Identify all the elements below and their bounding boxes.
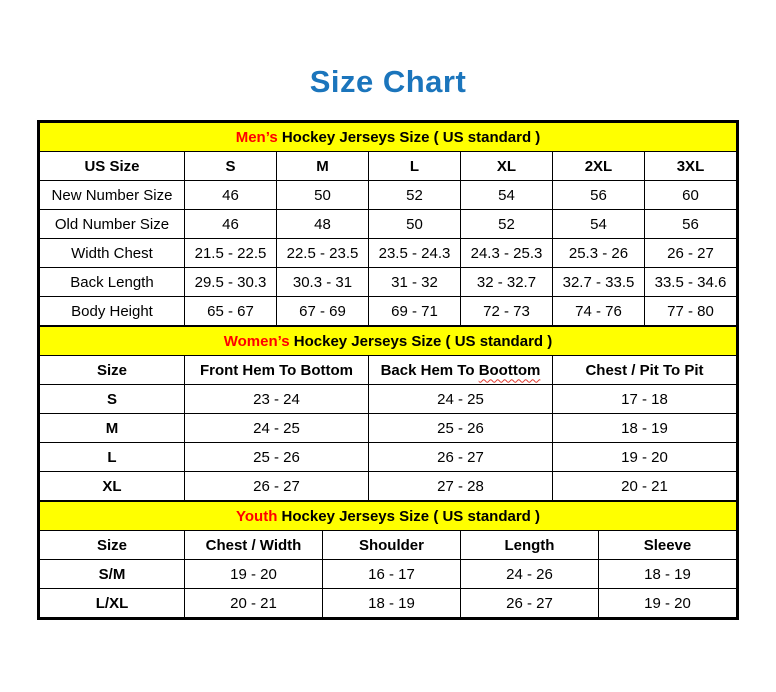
mens-table-row xyxy=(40,210,737,239)
youth-column-header: Length xyxy=(460,531,598,560)
mens-value-cell: 48 xyxy=(276,210,368,239)
womens-table-row xyxy=(40,414,737,443)
womens-value-cell: 20 - 21 xyxy=(552,472,736,501)
mens-value-cell: 46 xyxy=(184,210,276,239)
womens-column-header: Chest / Pit To Pit xyxy=(552,356,736,385)
mens-column-header-row xyxy=(40,152,737,181)
womens-section-header: Women’s Hockey Jerseys Size ( US standard ) xyxy=(40,327,737,356)
mens-row-label: Back Length xyxy=(40,268,185,297)
mens-column-header: L xyxy=(368,152,460,181)
womens-section-header-row xyxy=(40,327,737,356)
mens-row-label: Body Height xyxy=(40,297,185,326)
mens-row-label: New Number Size xyxy=(40,181,185,210)
womens-table-row xyxy=(40,472,737,501)
mens-value-cell: 32.7 - 33.5 xyxy=(552,268,644,297)
womens-value-cell: 25 - 26 xyxy=(184,443,368,472)
size-chart xyxy=(37,120,739,620)
youth-table-row xyxy=(40,589,737,618)
mens-value-cell: 26 - 27 xyxy=(644,239,736,268)
womens-value-cell: 24 - 25 xyxy=(368,385,552,414)
mens-value-cell: 74 - 76 xyxy=(552,297,644,326)
womens-table-row xyxy=(40,443,737,472)
page-title: Size Chart xyxy=(309,64,467,99)
womens-table-row xyxy=(40,385,737,414)
womens-value-cell: 27 - 28 xyxy=(368,472,552,501)
youth-value-cell: 19 - 20 xyxy=(184,560,322,589)
mens-table-row xyxy=(40,297,737,326)
womens-value-cell: 24 - 25 xyxy=(184,414,368,443)
mens-value-cell: 56 xyxy=(644,210,736,239)
mens-size-table xyxy=(39,122,737,326)
mens-value-cell: 60 xyxy=(644,181,736,210)
womens-value-cell: 26 - 27 xyxy=(368,443,552,472)
mens-value-cell: 31 - 32 xyxy=(368,268,460,297)
mens-value-cell: 46 xyxy=(184,181,276,210)
mens-row-label: Old Number Size xyxy=(40,210,185,239)
womens-row-label: S xyxy=(40,385,185,414)
womens-value-cell: 26 - 27 xyxy=(184,472,368,501)
mens-column-header: M xyxy=(276,152,368,181)
womens-value-cell: 17 - 18 xyxy=(552,385,736,414)
youth-column-header: Chest / Width xyxy=(184,531,322,560)
womens-value-cell: 25 - 26 xyxy=(368,414,552,443)
mens-value-cell: 23.5 - 24.3 xyxy=(368,239,460,268)
mens-value-cell: 33.5 - 34.6 xyxy=(644,268,736,297)
womens-section-accent-word: Women’s xyxy=(223,332,290,350)
mens-table-row xyxy=(40,268,737,297)
mens-value-cell: 22.5 - 23.5 xyxy=(276,239,368,268)
youth-size-table xyxy=(39,501,737,618)
mens-value-cell: 67 - 69 xyxy=(276,297,368,326)
mens-value-cell: 56 xyxy=(552,181,644,210)
youth-section-accent-word: Youth xyxy=(236,507,278,525)
womens-column-header: Back Hem To Boottom xyxy=(368,356,552,385)
womens-value-cell: 18 - 19 xyxy=(552,414,736,443)
womens-column-header: Front Hem To Bottom xyxy=(184,356,368,385)
mens-section-header: Men’s Hockey Jerseys Size ( US standard ) xyxy=(40,123,737,152)
youth-value-cell: 16 - 17 xyxy=(322,560,460,589)
youth-value-cell: 18 - 19 xyxy=(598,560,736,589)
womens-row-label: L xyxy=(40,443,185,472)
mens-value-cell: 77 - 80 xyxy=(644,297,736,326)
youth-value-cell: 19 - 20 xyxy=(598,589,736,618)
mens-column-header: 2XL xyxy=(552,152,644,181)
mens-value-cell: 52 xyxy=(368,181,460,210)
youth-table-row xyxy=(40,560,737,589)
mens-value-cell: 24.3 - 25.3 xyxy=(460,239,552,268)
mens-value-cell: 54 xyxy=(552,210,644,239)
womens-row-label: M xyxy=(40,414,185,443)
womens-value-cell: 19 - 20 xyxy=(552,443,736,472)
mens-value-cell: 72 - 73 xyxy=(460,297,552,326)
mens-value-cell: 52 xyxy=(460,210,552,239)
youth-value-cell: 20 - 21 xyxy=(184,589,322,618)
mens-row-label: Width Chest xyxy=(40,239,185,268)
mens-column-header: 3XL xyxy=(644,152,736,181)
youth-row-label: S/M xyxy=(40,560,185,589)
youth-section-header: Youth Hockey Jerseys Size ( US standard ) xyxy=(40,502,737,531)
mens-value-cell: 32 - 32.7 xyxy=(460,268,552,297)
youth-column-header: Sleeve xyxy=(598,531,736,560)
youth-section-header-row xyxy=(40,502,737,531)
womens-row-label: XL xyxy=(40,472,185,501)
mens-column-header: S xyxy=(184,152,276,181)
mens-value-cell: 50 xyxy=(368,210,460,239)
youth-value-cell: 18 - 19 xyxy=(322,589,460,618)
womens-column-header: Size xyxy=(40,356,185,385)
mens-table-row xyxy=(40,181,737,210)
youth-column-header-row xyxy=(40,531,737,560)
youth-value-cell: 24 - 26 xyxy=(460,560,598,589)
youth-column-header: Size xyxy=(40,531,185,560)
womens-column-header-row xyxy=(40,356,737,385)
misspelled-word: Boottom xyxy=(478,361,541,379)
youth-value-cell: 26 - 27 xyxy=(460,589,598,618)
mens-section-accent-word: Men’s xyxy=(235,128,278,146)
mens-value-cell: 29.5 - 30.3 xyxy=(184,268,276,297)
mens-value-cell: 50 xyxy=(276,181,368,210)
mens-value-cell: 69 - 71 xyxy=(368,297,460,326)
mens-column-header: XL xyxy=(460,152,552,181)
womens-value-cell: 23 - 24 xyxy=(184,385,368,414)
mens-value-cell: 30.3 - 31 xyxy=(276,268,368,297)
womens-size-table xyxy=(39,326,737,501)
mens-value-cell: 21.5 - 22.5 xyxy=(184,239,276,268)
mens-value-cell: 54 xyxy=(460,181,552,210)
mens-value-cell: 65 - 67 xyxy=(184,297,276,326)
mens-section-header-row xyxy=(40,123,737,152)
youth-row-label: L/XL xyxy=(40,589,185,618)
mens-value-cell: 25.3 - 26 xyxy=(552,239,644,268)
mens-table-row xyxy=(40,239,737,268)
mens-column-header: US Size xyxy=(40,152,185,181)
youth-column-header: Shoulder xyxy=(322,531,460,560)
